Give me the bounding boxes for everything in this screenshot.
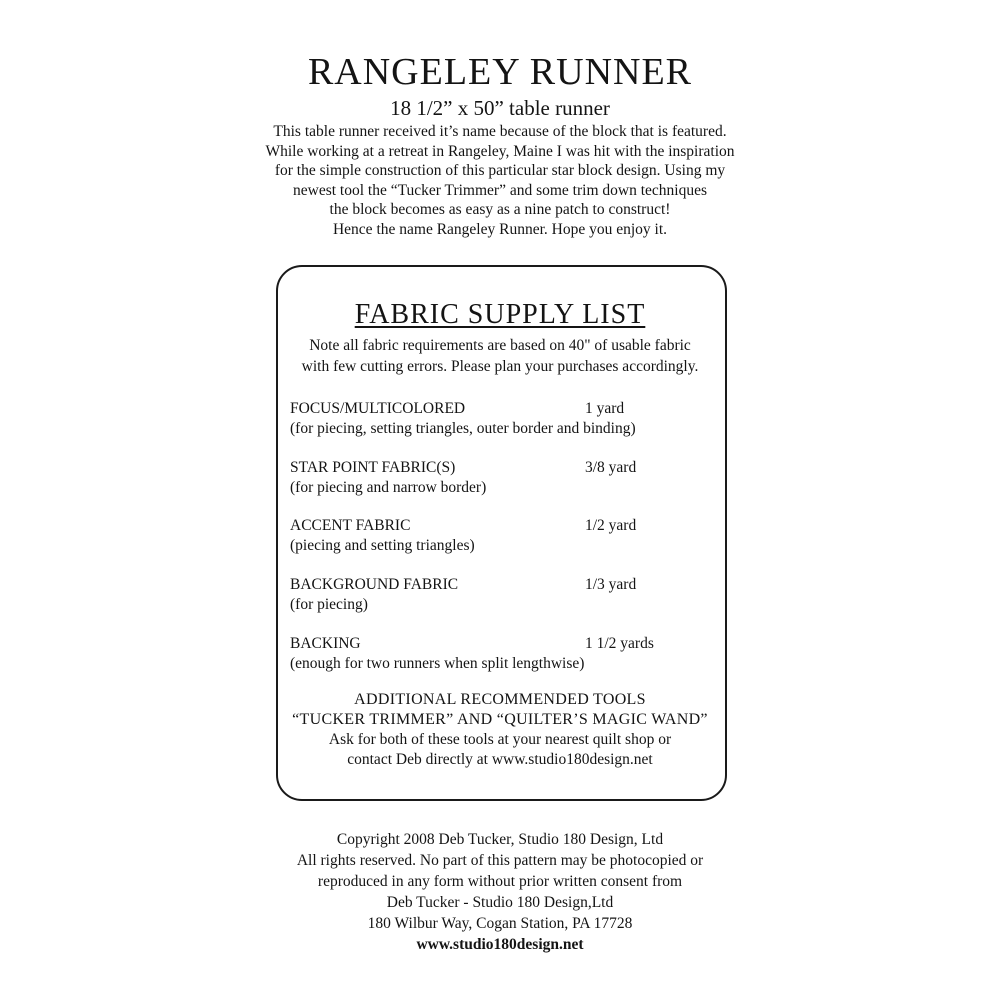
fabric-description: (enough for two runners when split lengthwise) xyxy=(290,655,585,672)
tools-line: contact Deb directly at www.studio180design.net xyxy=(347,751,653,768)
tools-heading: ADDITIONAL RECOMMENDED TOOLS xyxy=(354,691,646,708)
fabric-name: FOCUS/MULTICOLORED xyxy=(290,400,466,417)
footer-line: Deb Tucker - Studio 180 Design,Ltd xyxy=(386,894,614,911)
fabric-item-focus xyxy=(290,399,710,439)
footer-line: reproduced in any form without prior written consent from xyxy=(317,873,683,890)
footer-line: 180 Wilbur Way, Cogan Station, PA 17728 xyxy=(367,915,633,932)
tools-line: Ask for both of these tools at your nearest quilt shop or xyxy=(328,731,672,748)
fabric-name: BACKGROUND FABRIC xyxy=(290,576,459,593)
intro-line: This table runner received it’s name because of the block that is featured. xyxy=(273,123,727,140)
fabric-amount: 1/3 yard xyxy=(585,576,637,593)
fabric-description: (for piecing) xyxy=(290,596,368,613)
fabric-amount: 1/2 yard xyxy=(585,517,637,534)
fabric-item-accent xyxy=(290,516,710,556)
fabric-description: (piecing and setting triangles) xyxy=(290,537,475,554)
intro-line: for the simple construction of this particular star block design. Using my xyxy=(274,162,726,179)
fabric-description: (for piecing, setting triangles, outer border and binding) xyxy=(290,420,636,437)
supply-list-title-text: FABRIC SUPPLY LIST xyxy=(354,299,646,330)
fabric-amount: 3/8 yard xyxy=(585,459,637,476)
tools-names: “TUCKER TRIMMER” AND “QUILTER’S MAGIC WAND” xyxy=(292,711,708,728)
page-subtitle: 18 1/2” x 50” table runner xyxy=(390,96,610,120)
fabric-item-star-point xyxy=(290,458,710,498)
footer-line: Copyright 2008 Deb Tucker, Studio 180 Design, Ltd xyxy=(336,831,664,848)
footer-line: All rights reserved. No part of this pattern may be photocopied or xyxy=(296,852,704,869)
supply-list-note xyxy=(0,335,1000,377)
fabric-amount: 1 1/2 yards xyxy=(585,635,654,652)
intro-paragraph xyxy=(0,122,1000,239)
fabric-name: STAR POINT FABRIC(S) xyxy=(290,459,456,476)
fabric-item-background xyxy=(290,575,710,615)
recommended-tools xyxy=(0,690,1000,770)
fabric-item-backing xyxy=(290,634,710,674)
note-line: with few cutting errors. Please plan your purchases accordingly. xyxy=(301,358,699,375)
fabric-name: ACCENT FABRIC xyxy=(290,517,411,534)
intro-line: Hence the name Rangeley Runner. Hope you enjoy it. xyxy=(332,220,667,238)
fabric-amount: 1 yard xyxy=(585,400,625,417)
footer-website: www.studio180design.net xyxy=(416,936,584,953)
intro-line: the block becomes as easy as a nine patch to construct! xyxy=(329,201,671,218)
page-title: RANGELEY RUNNER xyxy=(307,51,693,93)
intro-line: While working at a retreat in Rangeley, Maine I was hit with the inspiration xyxy=(265,142,735,160)
note-line: Note all fabric requirements are based on 40" of usable fabric xyxy=(309,337,691,354)
fabric-description: (for piecing and narrow border) xyxy=(290,479,487,496)
copyright-footer xyxy=(0,829,1000,955)
supply-list-title xyxy=(0,299,1000,331)
fabric-name: BACKING xyxy=(290,635,361,652)
intro-line: newest tool the “Tucker Trimmer” and some trim down techniques xyxy=(293,181,707,199)
